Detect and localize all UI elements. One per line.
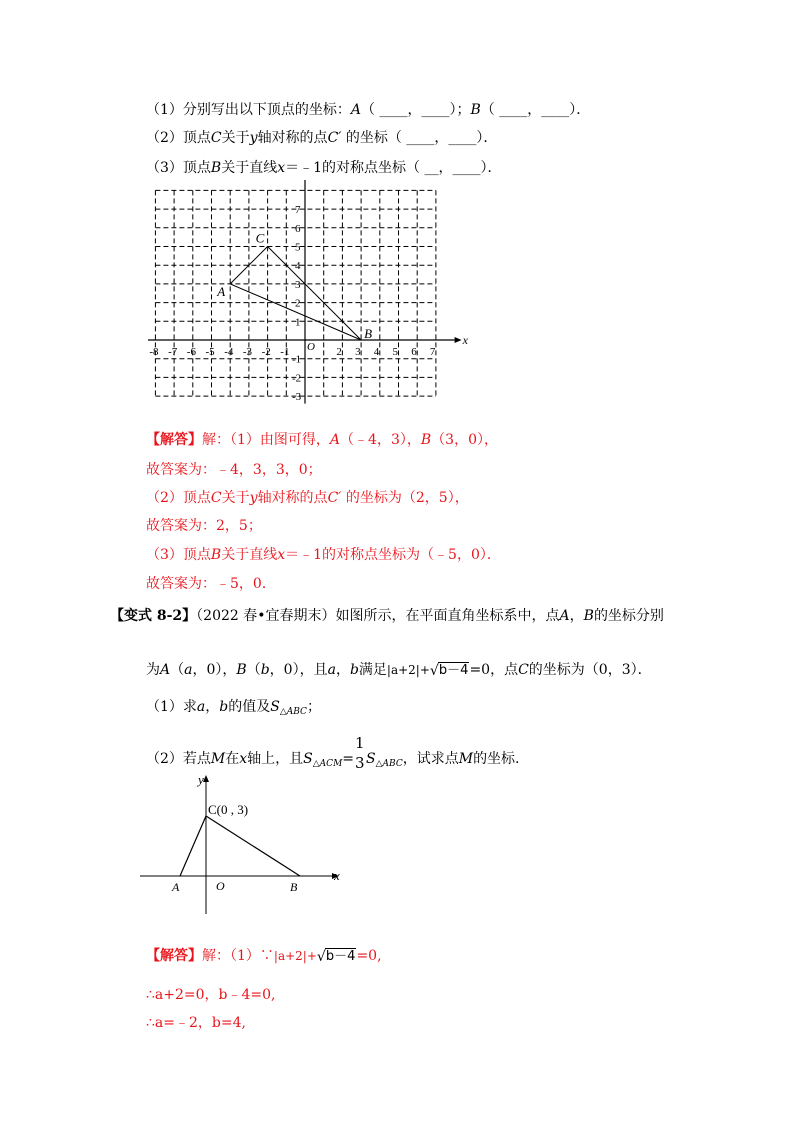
y-tick-label: -3 (292, 391, 302, 404)
vq1-end: ； (306, 699, 321, 715)
a1-point-a: A (329, 432, 341, 448)
q2-c-prime: C′ (327, 130, 342, 146)
answer1-line5 (146, 545, 501, 565)
a5-b: B (210, 547, 222, 563)
coordinate-grid-figure (130, 180, 470, 410)
vq2-pre: （2）若点 (146, 751, 211, 767)
q3-point-b: B (210, 160, 222, 176)
a3-cp: C′ (327, 490, 342, 506)
answer1-line1 (146, 430, 498, 450)
q1-blank-a: （ ____，____）； (361, 102, 471, 118)
vq1-sub: △ABC (279, 707, 307, 717)
v2-B: B (236, 662, 247, 678)
x-tick-label: -1 (280, 346, 290, 358)
v2-av: a (184, 662, 193, 678)
variant-tag: 【变式 8-2】 (110, 608, 197, 624)
y-tick-label: 3 (295, 278, 301, 291)
y-tick-label: 2 (295, 297, 301, 310)
x-tick-label: -8 (149, 346, 159, 358)
vq2-t2: 轴上，且 (247, 751, 304, 767)
v2-abs: |a+2|+ (386, 663, 430, 677)
vq1-a: a (196, 699, 206, 715)
vq2-M2: M (458, 751, 474, 767)
v2-sqrt: √ b－4 (429, 663, 469, 679)
v2-c: ， (335, 662, 350, 678)
y-tick-label: 7 (295, 204, 301, 217)
variant-heading (110, 606, 664, 626)
v2-sqrt-in: b－4 (438, 663, 469, 678)
x-tick-label: 6 (411, 346, 417, 358)
x-axis-label: x (334, 868, 340, 883)
side-cb (206, 816, 300, 876)
vq1-t: 的值及 (228, 699, 271, 715)
a1-coord-b: （3，0）， (431, 432, 498, 448)
q2-y: y (249, 130, 258, 146)
point-label-b: B (364, 326, 373, 341)
variant-line2 (146, 660, 652, 681)
vq1-S: S (270, 699, 280, 715)
v2-a2: ，0）， (192, 662, 237, 678)
v2-bv: b (260, 662, 270, 678)
a3-c: C (210, 490, 222, 506)
frac-num: 1 (355, 734, 365, 752)
a2-abs: |a+2|+ (273, 949, 317, 963)
label-o: O (216, 879, 225, 893)
question-1 (146, 100, 590, 120)
v2-a: （ (170, 662, 185, 678)
frac-den: 3 (355, 754, 365, 772)
q2-t2: 轴对称的点 (257, 130, 328, 146)
x-tick-label: -5 (205, 346, 215, 358)
v2-pre: 为 (146, 662, 160, 678)
answer1-line6: 故答案为：﹣5，0． (146, 576, 276, 592)
q2-text: （2）顶点 (146, 130, 211, 146)
y-tick-label: 4 (295, 260, 301, 273)
x-tick-label: O (307, 341, 315, 353)
a5-pre: （3）顶点 (146, 547, 211, 563)
x-tick-label: -4 (224, 346, 234, 358)
v2-b3: b (349, 662, 359, 678)
variant-intro: （2022 春•宜春期末）如图所示，在平面直角坐标系中，点 (196, 608, 560, 624)
answer-tag: 【解答】 (146, 432, 202, 448)
x-tick-label: -7 (168, 346, 178, 358)
a5-x: x (277, 547, 286, 563)
v2-t: 满足 (358, 662, 387, 678)
x-tick-label: 4 (373, 346, 380, 358)
label-a: A (172, 880, 180, 894)
vq2-M: M (210, 751, 226, 767)
q1-blank-b: （ ____，____）． (480, 102, 591, 118)
a3-t2: 轴对称的点 (257, 490, 328, 506)
a2-sqrt: √ b－4 (316, 949, 356, 965)
v2-a3: a (327, 662, 336, 678)
point-label-c: C (255, 230, 265, 246)
vq2-eq: = (342, 751, 355, 767)
a1-coord-a: （﹣4，3）， (340, 432, 421, 448)
vq2-t1: 在 (225, 751, 240, 767)
a3-t1: 关于 (221, 490, 250, 506)
v2-C: C (518, 662, 529, 678)
y-tick-label: 1 (295, 316, 301, 329)
y-tick-label: -1 (292, 353, 302, 366)
question-3 (146, 158, 501, 178)
y-axis-arrow (203, 775, 209, 782)
answer2-line1 (146, 946, 382, 967)
y-axis-label: y (198, 772, 204, 787)
y-tick-label: 5 (295, 241, 301, 254)
question-2 (146, 128, 497, 148)
x-tick-label: -6 (186, 346, 196, 358)
v2-b2: ，0），且 (269, 662, 328, 678)
triangle-abc-figure (136, 770, 356, 920)
answer1-line3 (146, 488, 469, 508)
answer2-tag: 【解答】 (146, 948, 202, 964)
vq1-b: b (219, 699, 229, 715)
x-tick-label: -3 (242, 346, 253, 358)
v2-A: A (160, 662, 171, 678)
q2-t1: 关于 (221, 130, 250, 146)
vq2-S: S (303, 751, 313, 767)
label-b: B (290, 880, 298, 894)
variant-intro-end: 的坐标分别 (593, 608, 664, 624)
answer1-line4: 故答案为：2，5； (146, 518, 262, 534)
q2-t3: 的坐标（ ____，____）． (341, 130, 498, 146)
a1-point-b: B (420, 432, 432, 448)
q2-point-c: C (210, 130, 222, 146)
vq2-t3: ，试求点 (402, 751, 459, 767)
a1-text: 解：（1）由图可得， (202, 432, 330, 448)
vq2-end: 的坐标. (473, 751, 520, 767)
side-ac (180, 816, 206, 876)
answer2-line2: ∴a+2=0，b﹣4=0, (146, 987, 276, 1003)
a2-pre: 解：（1）∵ (202, 948, 274, 964)
a2-sqrt-in: b－4 (325, 949, 356, 964)
q1-point-b: B (470, 102, 481, 118)
x-tick-label: 3 (355, 346, 361, 358)
x-axis-arrow (455, 337, 462, 343)
vq2-x: x (239, 751, 248, 767)
a3-pre: （2）顶点 (146, 490, 211, 506)
variant-a: A (559, 608, 570, 624)
a5-t2: ＝﹣1的对称点坐标为（﹣5，0）． (285, 547, 501, 563)
x-axis-label: x (462, 333, 468, 347)
point-label-a: A (217, 283, 226, 299)
a3-t3: 的坐标为（2，5）， (341, 490, 469, 506)
q1-point-a: A (350, 102, 362, 118)
a5-t1: 关于直线 (221, 547, 278, 563)
x-tick-label: 2 (336, 346, 342, 358)
variant-sep: ， (569, 608, 584, 624)
a3-y: y (249, 490, 258, 506)
vq1-pre: （1）求 (146, 699, 197, 715)
answer2-line3: ∴a=﹣2，b=4, (146, 1015, 246, 1031)
vq2-sub-abc: △ABC (375, 759, 403, 769)
x-tick-label: -2 (261, 346, 271, 358)
q3-x: x (277, 160, 286, 176)
label-c: C(0 , 3) (208, 802, 249, 817)
v2-b: （ (246, 662, 261, 678)
q3-t1: 关于直线 (221, 160, 278, 176)
v2-eq: =0，点 (469, 662, 519, 678)
v2-end: 的坐标为（0，3）． (528, 662, 652, 678)
x-tick-label: 5 (392, 346, 398, 358)
answer1-line2: 故答案为：﹣4，3，3，0； (146, 462, 322, 478)
vq2-S2: S (366, 751, 376, 767)
vq1-c: ， (205, 699, 220, 715)
a2-end: =0, (356, 948, 382, 964)
vq2-sub-acm: △ACM (312, 759, 343, 769)
q3-t2: ＝﹣1的对称点坐标（ __，____）． (285, 160, 502, 176)
q1-text: （1）分别写出以下顶点的坐标： (146, 102, 351, 118)
x-tick-label: 7 (429, 346, 436, 358)
variant-b: B (583, 608, 594, 624)
q3-text: （3）顶点 (146, 160, 211, 176)
y-tick-label: -2 (292, 372, 302, 385)
variant-q1 (146, 697, 321, 722)
y-tick-label: 6 (295, 222, 301, 235)
